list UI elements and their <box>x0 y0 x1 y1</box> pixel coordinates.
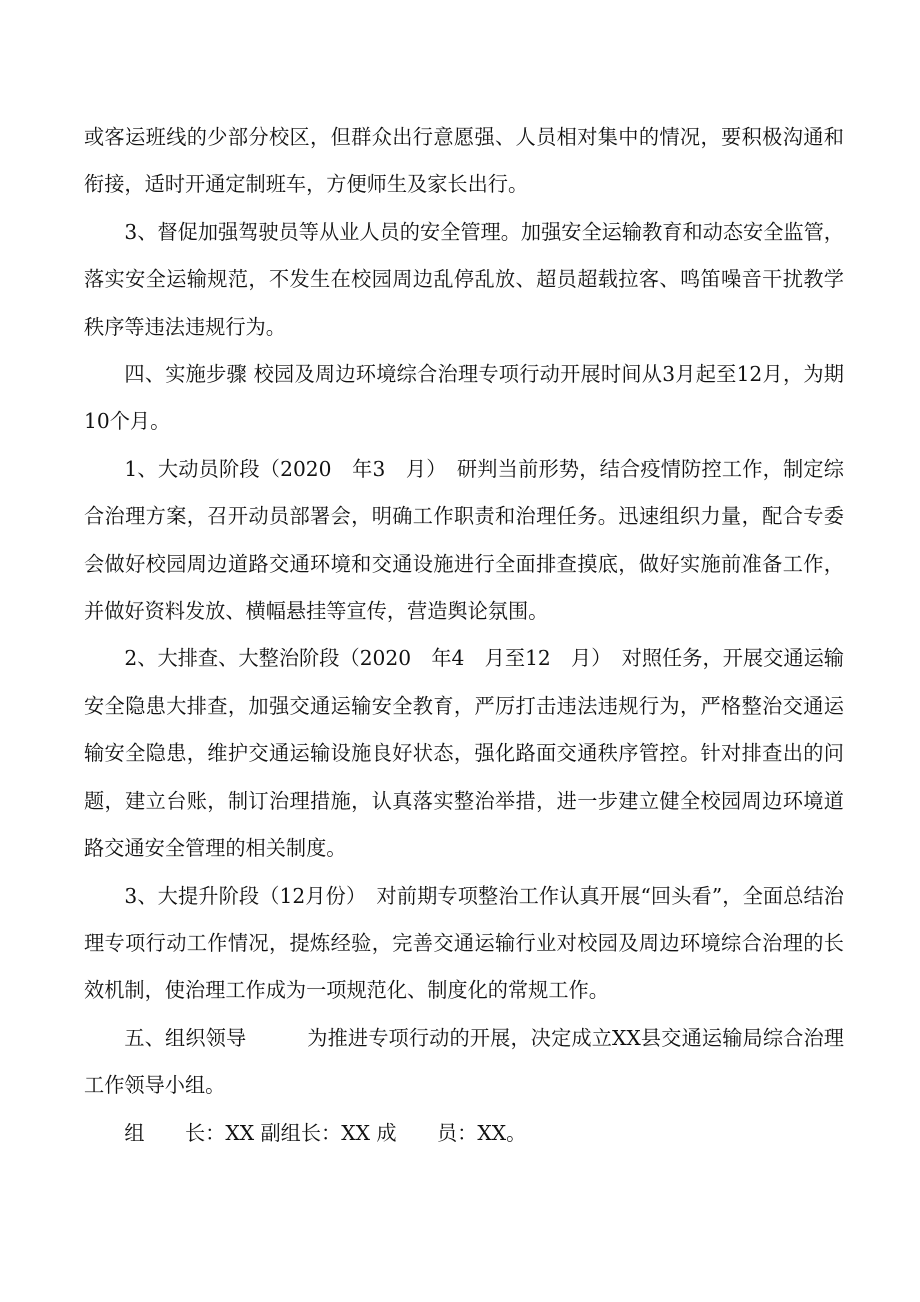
paragraph-group-members: 组 长：XX 副组长：XX 成 员：XX。 <box>124 1120 527 1145</box>
paragraph-section-4-steps: 四、实施步骤 校园及周边环境综合治理专项行动开展时间从3月起至12月，为期10个月。 <box>84 362 844 434</box>
paragraph-section-5-leadership: 五、组织领导 为推进专项行动的开展，决定成立XX县交通运输局综合治理工作领导小组。 <box>84 1025 844 1098</box>
paragraph-continuation: 或客运班线的少部分校区，但群众出行意愿强、人员相对集中的情况，要积极沟通和衔接，适时开通定制班车，方便师生及家长出行。 <box>84 125 844 197</box>
paragraph-step-1-mobilization: 1、大动员阶段（2020 年3 月） 研判当前形势，结合疫情防控工作，制定综合治理方案，召开动员部署会，明确工作职责和治理任务。迅速组织力量，配合专委会做好校园周边道路交通环境和交通设施进行全面排查摸底，做好实施前准备工作，并做好资料发放、横幅悬挂等宣传，营造舆论氛围。 <box>84 456 844 624</box>
paragraph-step-3-improvement: 3、大提升阶段（12月份） 对前期专项整治工作认真开展“回头看”，全面总结治理专项行动工作情况，提炼经验，完善交通运输行业对校园及周边环境综合治理的长效机制，使治理工作成为一项规范化、制度化的常规工作。 <box>84 883 844 1003</box>
paragraph-driver-safety: 3、督促加强驾驶员等从业人员的安全管理。加强安全运输教育和动态安全监管，落实安全运输规范，不发生在校园周边乱停乱放、超员超载拉客、鸣笛噪音干扰教学秩序等违法违规行为。 <box>84 219 844 339</box>
document-page <box>84 114 844 1157</box>
paragraph-step-2-inspection: 2、大排查、大整治阶段（2020 年4 月至12 月） 对照任务，开展交通运输安全隐患大排查，加强交通运输安全教育，严厉打击违法违规行为，严格整治交通运输安全隐患，维护交通运输设施良好状态，强化路面交通秩序管控。针对排查出的问题，建立台账，制订治理措施，认真落实整治举措，进一步建立健全校园周边环境道路交通安全管理的相关制度。 <box>84 646 844 861</box>
